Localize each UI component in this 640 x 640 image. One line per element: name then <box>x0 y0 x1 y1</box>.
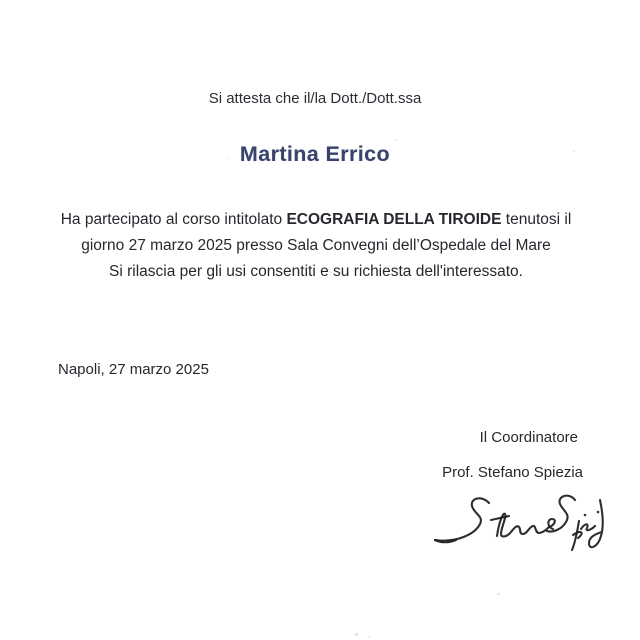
course-description-line-3: Si rilascia per gli usi consentiti e su richiesta dell'interessato. <box>109 263 523 280</box>
scan-speck <box>573 150 575 152</box>
scan-speck <box>355 633 358 636</box>
recipient-name: Martina Errico <box>239 142 391 166</box>
scan-speck <box>497 593 500 595</box>
scan-speck <box>226 157 228 159</box>
course-description-line-1 <box>22 207 610 233</box>
course-line1-prefix: Ha partecipato al corso intitolato <box>60 211 287 228</box>
signer-role-label: Il Coordinatore <box>479 429 578 446</box>
course-line1-suffix: tenutosi il <box>501 211 572 228</box>
course-description-line-2: giorno 27 marzo 2025 presso Sala Convegni dell’Ospedale del Mare <box>81 237 551 254</box>
scan-speck <box>368 636 370 638</box>
place-and-date: Napoli, 27 marzo 2025 <box>58 361 209 378</box>
attestation-intro-line: Si attesta che il/la Dott./Dott.ssa <box>208 90 422 107</box>
handwritten-signature-image <box>429 490 605 558</box>
course-description <box>22 207 610 285</box>
signer-name: Prof. Stefano Spiezia <box>442 464 583 481</box>
course-title: ECOGRAFIA DELLA TIROIDE <box>286 211 502 228</box>
scan-speck <box>395 139 397 141</box>
